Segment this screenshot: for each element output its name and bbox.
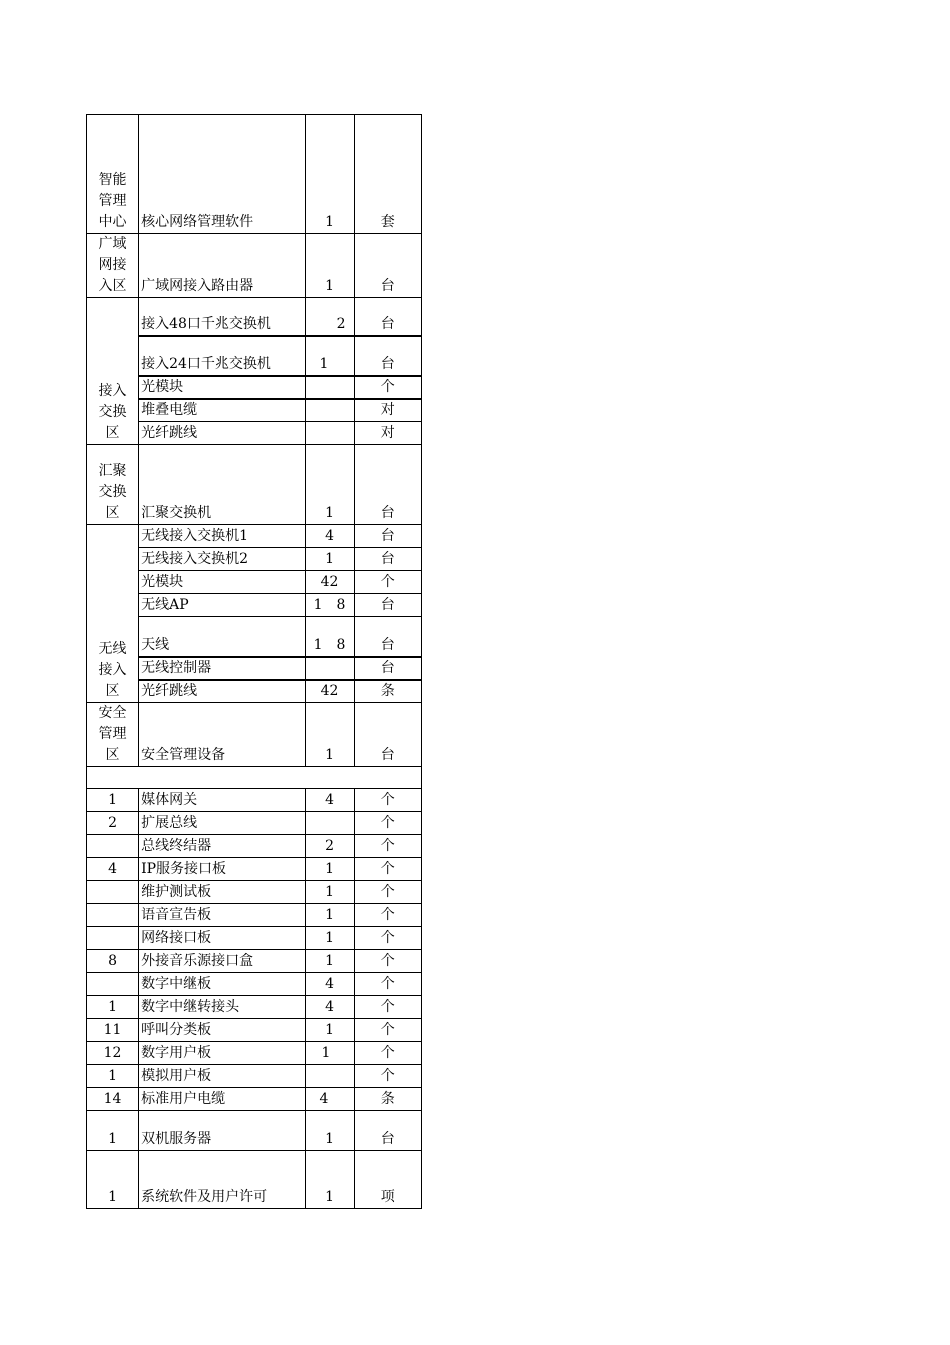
zone-label-line: 交换 (98, 404, 127, 420)
item-unit: 条 (354, 680, 421, 703)
item-number: 4 (87, 858, 139, 881)
item-qty: 1 8 (305, 617, 354, 657)
item-qty: 1 8 (305, 594, 354, 617)
item-qty (305, 812, 354, 835)
item-unit: 对 (354, 399, 421, 422)
item-qty: 1 (305, 904, 354, 927)
item-name: IP服务接口板 (139, 858, 305, 881)
item-unit: 个 (354, 1065, 421, 1088)
table-row (87, 835, 422, 858)
item-name: 总线终结器 (139, 835, 305, 858)
zone-label-line: 入区 (98, 278, 127, 294)
item-unit: 个 (354, 858, 421, 881)
item-name: 模拟用户板 (139, 1065, 305, 1088)
item-name: 汇聚交换机 (139, 445, 305, 525)
item-qty (305, 376, 354, 399)
table-row (87, 812, 422, 835)
zone-label-line: 接入 (98, 383, 127, 399)
item-qty: 1 (305, 881, 354, 904)
zone-label-line: 安全 (98, 705, 127, 721)
table-row (87, 789, 422, 812)
item-unit: 个 (354, 812, 421, 835)
table-row (87, 298, 422, 336)
item-unit: 台 (354, 594, 421, 617)
item-name: 双机服务器 (139, 1111, 305, 1151)
item-name: 堆叠电缆 (139, 399, 305, 422)
table-row (87, 858, 422, 881)
zone-label-line: 智能 (98, 172, 127, 188)
item-qty: 4 (305, 973, 354, 996)
item-number: 1 (87, 1111, 139, 1151)
item-number: 1 (87, 1065, 139, 1088)
item-unit: 个 (354, 950, 421, 973)
item-name: 广域网接入路由器 (139, 234, 305, 298)
item-qty: 1 (305, 336, 354, 376)
table-row (87, 996, 422, 1019)
item-unit: 套 (354, 115, 421, 234)
item-qty: 1 (305, 445, 354, 525)
item-qty: 42 (305, 571, 354, 594)
item-unit: 个 (354, 904, 421, 927)
table-row (87, 703, 422, 767)
table-row (87, 1019, 422, 1042)
table-row (87, 445, 422, 525)
item-qty (305, 399, 354, 422)
table-row (87, 1088, 422, 1111)
item-unit: 个 (354, 881, 421, 904)
item-qty: 1 (305, 927, 354, 950)
item-number: 8 (87, 950, 139, 973)
item-qty: 42 (305, 680, 354, 703)
item-unit: 台 (354, 336, 421, 376)
item-name: 语音宣告板 (139, 904, 305, 927)
item-name: 无线AP (139, 594, 305, 617)
item-unit: 台 (354, 1111, 421, 1151)
zone-label-line: 广域 (98, 236, 127, 252)
item-qty (305, 1065, 354, 1088)
zone-label-line: 交换 (98, 484, 127, 500)
item-number: 14 (87, 1088, 139, 1111)
zone-label-line: 接入 (98, 662, 127, 678)
item-qty: 1 (305, 703, 354, 767)
item-name: 天线 (139, 617, 305, 657)
item-name: 数字中继转接头 (139, 996, 305, 1019)
item-unit: 个 (354, 1042, 421, 1065)
zone-label (87, 525, 139, 703)
table-row (87, 881, 422, 904)
item-number (87, 835, 139, 858)
item-number: 2 (87, 812, 139, 835)
item-number (87, 973, 139, 996)
item-qty (305, 422, 354, 445)
zone-label-line: 中心 (98, 214, 127, 230)
item-unit: 台 (354, 298, 421, 336)
zone-label-line: 区 (105, 505, 120, 521)
item-name: 接入48口千兆交换机 (139, 298, 305, 336)
item-qty: 1 (305, 1111, 354, 1151)
item-qty: 1 (305, 1019, 354, 1042)
table-row (87, 525, 422, 548)
item-number: 1 (87, 789, 139, 812)
zone-label (87, 298, 139, 445)
item-unit: 台 (354, 234, 421, 298)
table-row (87, 1111, 422, 1151)
item-name: 外接音乐源接口盒 (139, 950, 305, 973)
gap-cell (87, 767, 422, 789)
item-name: 系统软件及用户许可 (139, 1151, 305, 1209)
item-unit: 台 (354, 703, 421, 767)
item-unit: 对 (354, 422, 421, 445)
item-unit: 台 (354, 617, 421, 657)
table-row (87, 1151, 422, 1209)
item-unit: 个 (354, 376, 421, 399)
item-unit: 个 (354, 973, 421, 996)
item-qty: 4 (305, 525, 354, 548)
zone-label (87, 115, 139, 234)
table-row (87, 904, 422, 927)
zone-label-line: 管理 (98, 726, 127, 742)
item-name: 数字用户板 (139, 1042, 305, 1065)
item-unit: 个 (354, 996, 421, 1019)
zone-label-line: 汇聚 (98, 463, 127, 479)
item-qty: 4 (305, 996, 354, 1019)
item-name: 维护测试板 (139, 881, 305, 904)
table-row (87, 115, 422, 234)
zone-label-line: 管理 (98, 193, 127, 209)
item-name: 安全管理设备 (139, 703, 305, 767)
item-qty: 1 (305, 1042, 354, 1065)
equipment-table (86, 114, 422, 1209)
item-name: 呼叫分类板 (139, 1019, 305, 1042)
item-qty (305, 657, 354, 680)
item-name: 标准用户电缆 (139, 1088, 305, 1111)
table-row (87, 234, 422, 298)
item-name: 媒体网关 (139, 789, 305, 812)
item-name: 无线接入交换机1 (139, 525, 305, 548)
item-qty: 1 (305, 548, 354, 571)
item-qty: 1 (305, 115, 354, 234)
item-qty: 4 (305, 1088, 354, 1111)
item-unit: 个 (354, 571, 421, 594)
zone-label-line: 无线 (98, 641, 127, 657)
item-qty: 1 (305, 234, 354, 298)
zone-label (87, 234, 139, 298)
item-qty: 1 (305, 858, 354, 881)
item-unit: 项 (354, 1151, 421, 1209)
item-number: 12 (87, 1042, 139, 1065)
item-name: 数字中继板 (139, 973, 305, 996)
item-unit: 条 (354, 1088, 421, 1111)
item-unit: 个 (354, 1019, 421, 1042)
item-qty: 4 (305, 789, 354, 812)
item-name: 扩展总线 (139, 812, 305, 835)
item-unit: 个 (354, 789, 421, 812)
item-qty: 1 (305, 950, 354, 973)
item-qty: 2 (305, 298, 354, 336)
item-unit: 台 (354, 548, 421, 571)
section-gap (87, 767, 422, 789)
item-number (87, 927, 139, 950)
table-row (87, 950, 422, 973)
item-unit: 个 (354, 927, 421, 950)
item-qty: 1 (305, 1151, 354, 1209)
item-unit: 个 (354, 835, 421, 858)
item-name: 光模块 (139, 571, 305, 594)
item-name: 光纤跳线 (139, 422, 305, 445)
zone-label-line: 区 (105, 747, 120, 763)
item-name: 接入24口千兆交换机 (139, 336, 305, 376)
item-number: 1 (87, 996, 139, 1019)
table-row (87, 927, 422, 950)
item-name: 光模块 (139, 376, 305, 399)
zone-label (87, 445, 139, 525)
item-unit: 台 (354, 525, 421, 548)
item-name: 无线接入交换机2 (139, 548, 305, 571)
item-number (87, 881, 139, 904)
item-number (87, 904, 139, 927)
zone-label (87, 703, 139, 767)
item-name: 核心网络管理软件 (139, 115, 305, 234)
table-row (87, 973, 422, 996)
table-row (87, 1042, 422, 1065)
zone-label-line: 网接 (98, 257, 127, 273)
table-row (87, 1065, 422, 1088)
item-unit: 台 (354, 657, 421, 680)
item-name: 光纤跳线 (139, 680, 305, 703)
zone-label-line: 区 (105, 425, 120, 441)
item-name: 无线控制器 (139, 657, 305, 680)
item-unit: 台 (354, 445, 421, 525)
item-qty: 2 (305, 835, 354, 858)
item-number: 11 (87, 1019, 139, 1042)
item-name: 网络接口板 (139, 927, 305, 950)
zone-label-line: 区 (105, 683, 120, 699)
item-number: 1 (87, 1151, 139, 1209)
